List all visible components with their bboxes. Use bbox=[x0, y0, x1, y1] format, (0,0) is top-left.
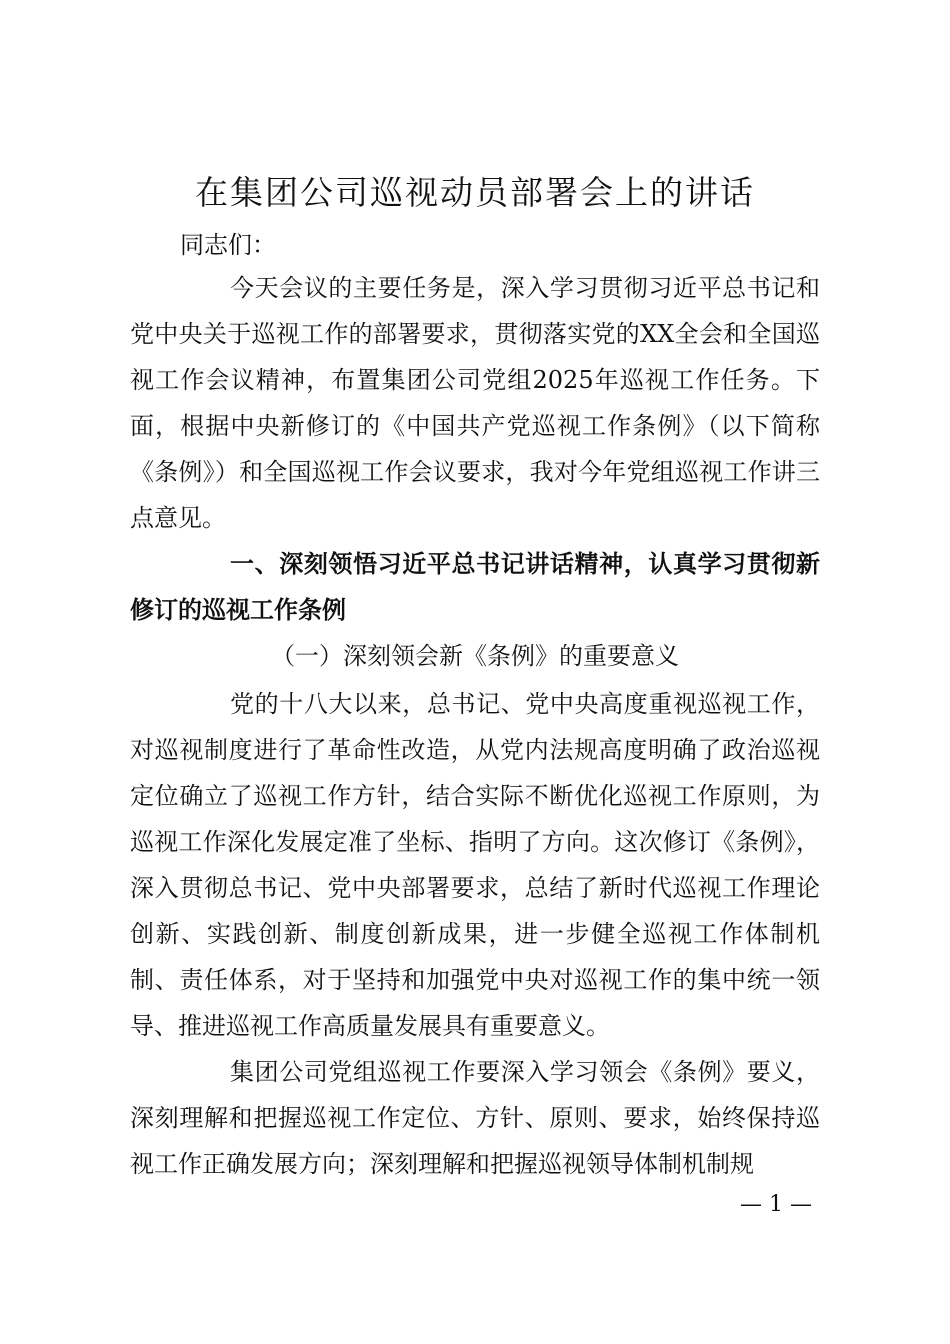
paragraph-body-1: 党的十八大以来，总书记、党中央高度重视巡视工作，对巡视制度进行了革命性改造，从党内法规高度明确了政治巡视定位确立了巡视工作方针，结合实际不断优化巡视工作原则，为巡视工作深化发展定准了坐标、指明了方向。这次修订《条例》，深入贯彻总书记、党中央部署要求，总结了新时代巡视工作理论创新、实践创新、制度创新成果，进一步健全巡视工作体制机制、责任体系，对于坚持和加强党中央对巡视工作的集中统一领导、推进巡视工作高质量发展具有重要意义。 bbox=[130, 690, 820, 1040]
paragraph-body-2: 集团公司党组巡视工作要深入学习领会《条例》要义，深刻理解和把握巡视工作定位、方针、原则、要求，始终保持巡视工作正确发展方向；深刻理解和把握巡视领导体制机制规 bbox=[130, 1058, 820, 1178]
page-number: — 1 — bbox=[740, 1192, 812, 1217]
section-heading-1: 一、深刻领悟习近平总书记讲话精神，认真学习贯彻新修订的巡视工作条例 bbox=[130, 550, 820, 624]
salutation: 同志们： bbox=[180, 231, 276, 259]
subsection-heading-1: （一）深刻领会新《条例》的重要意义 bbox=[271, 642, 679, 670]
document-title: 在集团公司巡视动员部署会上的讲话 bbox=[195, 173, 755, 212]
paragraph-intro: 今天会议的主要任务是，深入学习贯彻习近平总书记和党中央关于巡视工作的部署要求，贯彻落实党的XX全会和全国巡视工作会议精神，布置集团公司党组2025年巡视工作任务。下面，根据中央新修订的《中国共产党巡视工作条例》（以下简称《条例》）和全国巡视工作会议要求，我对今年党组巡视工作讲三点意见。 bbox=[130, 274, 820, 532]
